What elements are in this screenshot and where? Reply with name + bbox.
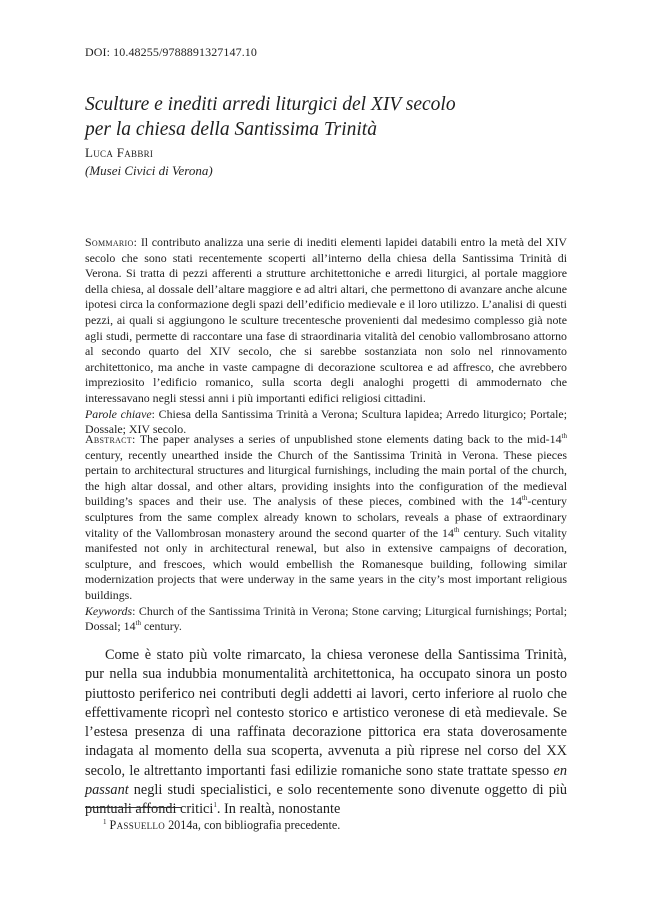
abstract-sup-c: th — [453, 525, 460, 534]
abstract-text-a: The paper analyses a series of unpublished stone elements dating back to the mid-14 — [135, 432, 562, 446]
footnote — [103, 818, 340, 833]
author-affiliation: (Musei Civici di Verona) — [85, 163, 213, 178]
author-name: Luca Fabbri — [85, 145, 154, 160]
body-text-c: . In realtà, nonostante — [216, 801, 341, 818]
sommario-label: Sommario: — [85, 235, 138, 249]
abstract-keywords-label: Keywords — [85, 603, 133, 618]
abstract-keywords — [85, 604, 567, 635]
sommario-text: Il contributo analizza una serie di inediti elementi lapidei databili entro la metà del XIV secolo che sono stati recentemente scoperti all’interno della chiesa della Santissima Trinità di Verona. Si tratta di pezzi afferenti a strutture architettoniche e arredi liturgici, al portale maggiore della chiesa, al dossale dell’altare maggiore e ad altri altari, che permettono di avanzare anche alcune ipotesi circa la conformazione degli spazi dell’edificio medievale e il loro utilizzo. L’analisi di questi pezzi, ai quali si aggiungono le sculture trecentesche provenienti dal medesimo complesso già note agli studi, permette di raccontare una fase di straordinaria vitalità del cenobio vallombrosano attorno al secondo quarto del XIV secolo, che si sarebbe sostanziata non solo nel rinnovamento architettonico, ma anche in vaste campagne di decorazione scultorea e ad affresco, che avrebbero impreziosito l’edificio romanico, sulla scorta degli analoghi progetti di ammodernato che interessavano negli stessi anni i più importanti edifici religiosi cittadini. — [85, 235, 567, 405]
abstract-text-d: century. Such vitality manifested not only in architectural renewal, but also in extensive campaigns of decoration, sculpture, and frescoes, which would embellish the Romanesque building, following similar modernization projects that were underway in the same years in the city’s most important religious buildings. — [85, 525, 567, 602]
body-text-b: negli studi specialistici, e solo recentemente sono divenute oggetto di più puntuali affondi critici — [85, 782, 567, 818]
sommario-keywords-label: Parole chiave — [85, 406, 152, 421]
abstract-paragraph — [85, 432, 567, 635]
abstract-label: Abstract: — [85, 432, 136, 446]
abstract-keywords-a: : Church of the Santissima Trinità in Verona; Stone carving; Liturgical furnishings; Portal; Dossal; 14 — [85, 603, 567, 634]
sommario-keywords-text: : Chiesa della Santissima Trinità a Verona; Scultura lapidea; Arredo liturgico; Portale; Dossale; XIV secolo. — [85, 406, 568, 437]
body-paragraph — [85, 646, 567, 820]
abstract-text-b: century, recently unearthed inside the Church of the Santissima Trinità in Verona. These pieces pertain to architectural structures and liturgical furnishings, including the main portal of the church, the high altar dossal, and other altars, providing insights into the configuration of the medieval building’s spaces and their use. The analysis of these pieces, combined with the 14 — [85, 447, 567, 509]
title-line-2: per la chiesa della Santissima Trinità — [85, 119, 377, 140]
title-line-1: Sculture e inediti arredi liturgici del XIV secolo — [85, 94, 456, 115]
abstract-text-c: -century sculptures from the same complex already known to scholars, reveals a phase of extraordinary vitality of the Vallombrosan monastery around the second quarter of the 14 — [85, 494, 567, 540]
abstract-keywords-sup: th — [135, 619, 141, 628]
abstract-sup-b: th — [521, 494, 528, 503]
article-title — [85, 92, 565, 142]
footnote-reference[interactable]: 1 — [213, 801, 217, 810]
doi-line: DOI: 10.48255/9788891327147.10 — [85, 45, 257, 59]
footnote-number: 1 — [103, 817, 107, 826]
abstract-keywords-b: century. — [141, 619, 182, 634]
footnote-divider — [85, 807, 181, 808]
body-emphasis: en passant — [85, 762, 567, 799]
footnote-text: 2014a, con bibliografia precedente. — [165, 818, 341, 832]
footnote-author: Passuello — [109, 818, 166, 832]
abstract-sup-a: th — [561, 432, 567, 441]
body-text-a: Come è stato più volte rimarcato, la chiesa veronese della Santissima Trinità, pur nella sua indubbia monumentalità architettonica, ha occupato sinora un posto piuttosto periferico nei contributi degli addetti ai lavori, certo inferiore al ruolo che effettivamente ricoprì nel contesto storico e artistico veronese di età medievale. Se l’estesa presenza di una raffinata decorazione pittorica era stata doverosamente indagata al momento della sua scoperta, avvenuta a più riprese nel corso del XX secolo, le altrettanto importanti fasi edilizie romaniche sono state trattate spesso — [85, 647, 567, 779]
